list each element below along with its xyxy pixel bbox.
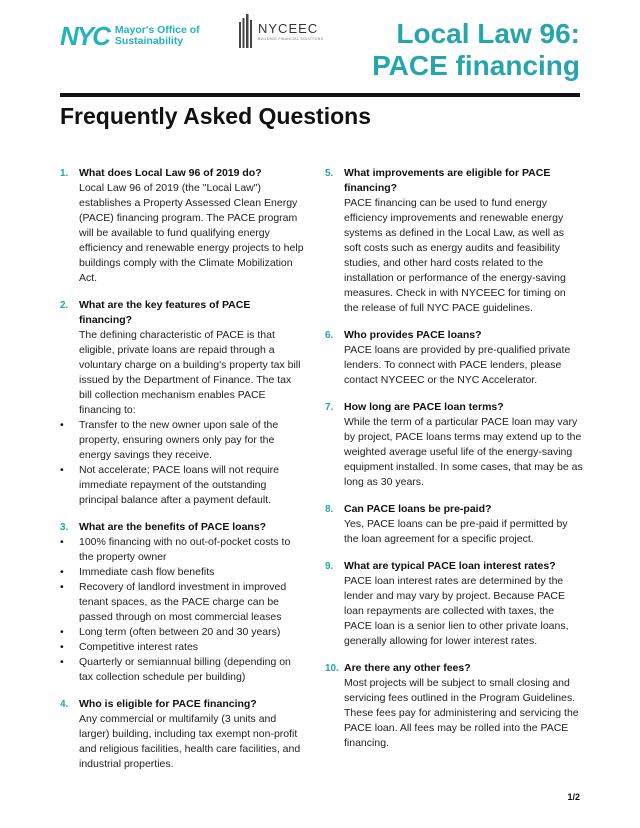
faq-column-right [325,166,583,763]
faq-item [60,520,305,685]
faq-question: What improvements are eligible for PACE financing? [344,167,551,194]
faq-question: What are typical PACE loan interest rates? [344,560,556,572]
faq-number: 1. [60,168,69,179]
faq-bullet-item: • Transfer to the new owner upon sale of the property, ensuring owners only pay for the energy savings they receive. [79,418,305,463]
faq-bullet-item: • Immediate cash flow benefits [79,565,305,580]
faq-question: How long are PACE loan terms? [344,401,504,413]
faq-item [60,166,305,286]
mos-logo-text: Mayor's Office of Sustainability [114,24,200,47]
faq-answer: While the term of a particular PACE loan may vary by project, PACE loans terms may extend up to the weighted average useful life of the energy-saving equipment installed. In some cases, that may be as long as 30 years. [344,416,583,488]
faq-number: 8. [325,504,334,515]
faq-answer: Any commercial or multifamily (3 units and larger) building, including tax exempt non-profit and religious facilities, health care facilities, and industrial properties. [79,713,301,770]
faq-question: What are the benefits of PACE loans? [79,521,267,533]
page-header [0,0,640,100]
faq-question: Can PACE loans be pre-paid? [344,503,492,515]
faq-answer: Local Law 96 of 2019 (the "Local Law") establishes a Property Assessed Clean Energy (PACE) financing program. The PACE program will be available to fund qualifying energy efficiency and renewable energy projects to help buildings comply with the Climate Mobilization Act. [79,182,304,284]
faq-number: 10. [325,663,339,674]
faq-answer: PACE loan interest rates are determined by the lender and may vary by project. Because PACE loan repayments are collected with taxes, the PACE loan is a senior lien to other private loans, generally allowing for lower interest rates. [344,575,569,647]
nyceec-logo [238,14,323,48]
faq-bullet-item: • Long term (often between 20 and 30 years) [79,625,305,640]
faq-question: Who provides PACE loans? [344,329,482,341]
page-heading: Frequently Asked Questions [60,103,371,129]
nyc-mos-logo [60,21,200,51]
nyceec-wordmark: NYCEEC [258,20,319,36]
faq-bullet-item: • Competitive interest rates [79,640,305,655]
faq-number: 3. [60,522,69,533]
faq-number: 2. [60,300,69,311]
faq-number: 9. [325,561,334,572]
faq-bullet-item: • Recovery of landlord investment in improved tenant spaces, as the PACE charge can be passed through on most commercial leases [79,580,305,625]
faq-number: 6. [325,330,334,341]
faq-number: 5. [325,168,334,179]
faq-item [325,166,583,316]
faq-item [325,400,583,490]
faq-question: What does Local Law 96 of 2019 do? [79,167,262,179]
header-divider [60,93,580,97]
faq-bullet-list [79,535,305,685]
faq-item [60,298,305,508]
page-number: 1/2 [567,792,580,802]
nyceec-tagline: BUILDING FINANCIAL SOLUTIONS [258,36,324,41]
document-title: Local Law 96: PACE financing [372,18,580,81]
faq-bullet-list [79,418,305,508]
faq-item [325,661,583,751]
faq-question: Who is eligible for PACE financing? [79,698,257,710]
faq-bullet-item: • 100% financing with no out-of-pocket costs to the property owner [79,535,305,565]
faq-answer: Most projects will be subject to small closing and servicing fees outlined in the Program Guidelines. These fees pay for administering and servicing the PACE loan. All fees may be rolled into the PACE financing. [344,677,579,749]
faq-answer: PACE financing can be used to fund energy efficiency improvements and renewable energy systems as defined in the Local Law, as well as soft costs such as energy audits and feasibility studies, and other hard costs related to the installation or performance of the energy-saving measures. Check in with NYCEEC for timing on the release of full NYC PACE guidelines. [344,197,566,314]
faq-question: Are there any other fees? [344,662,471,674]
faq-answer: The defining characteristic of PACE is that eligible, private loans are repaid through a voluntary charge on a building's property tax bill issued by the Department of Finance. The tax bill collection mechanism enables PACE financing to: [79,329,301,416]
faq-answer: Yes, PACE loans can be pre-paid if permitted by the loan agreement for a specific project. [344,518,568,545]
nyc-logo-mark: NYC [60,21,109,51]
faq-bullet-item: • Quarterly or semiannual billing (depending on tax collection schedule per building) [79,655,305,685]
faq-answer: PACE loans are provided by pre-qualified private lenders. To connect with PACE lenders, please contact NYCEEC or the NYC Accelerator. [344,344,571,386]
faq-item [325,328,583,388]
faq-item [325,502,583,547]
faq-item [60,697,305,772]
faq-bullet-item: • Not accelerate; PACE loans will not require immediate repayment of the outstanding principal balance after a payment default. [79,463,305,508]
faq-item [325,559,583,649]
faq-number: 7. [325,402,334,413]
building-icon [238,14,254,48]
faq-column-left [60,166,305,784]
faq-number: 4. [60,699,69,710]
faq-question: What are the key features of PACE financing? [79,299,251,326]
